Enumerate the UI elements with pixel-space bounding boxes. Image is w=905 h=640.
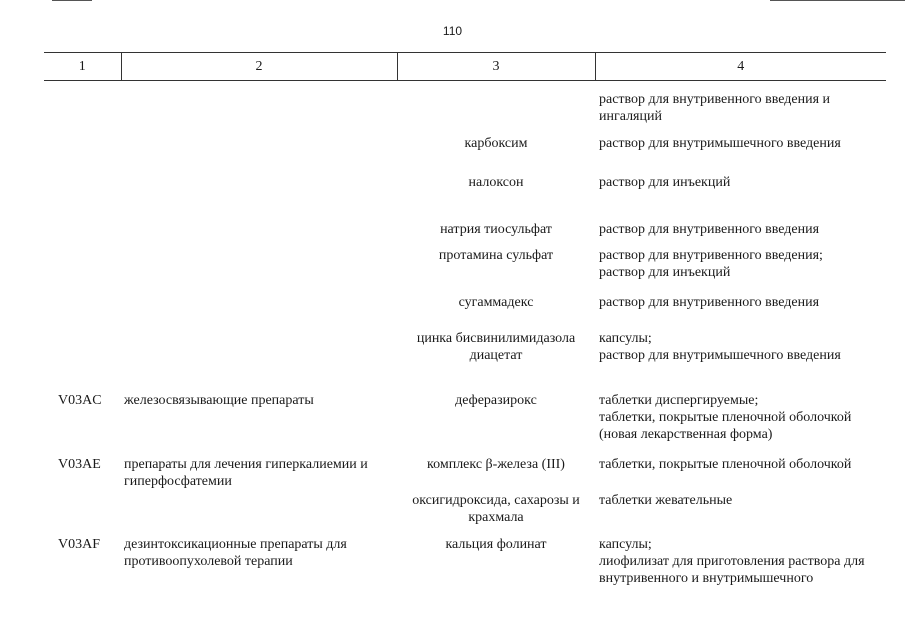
drug-group: дезинтоксикационные препараты для противоопухолевой терапии (124, 536, 347, 569)
table-row (44, 392, 886, 456)
atc-code: V03AE (58, 456, 101, 472)
dosage-form: лиофилизат для приготовления раствора для внутривенного и внутримышечного (599, 553, 865, 586)
atc-code (44, 174, 121, 221)
table-row (44, 135, 886, 174)
drug-name: налоксон (468, 174, 524, 190)
dosage-form: таблетки, покрытые пленочной оболочкой (новая лекарственная форма) (599, 409, 852, 442)
atc-code (44, 81, 121, 135)
page-number: 110 (442, 24, 463, 38)
drug-name (397, 81, 595, 135)
dosage-forms (595, 536, 886, 588)
drug-name: комплекс β-железа (III) (427, 456, 565, 472)
drug-group (121, 135, 397, 174)
drug-group (121, 492, 397, 536)
atc-code (44, 330, 121, 392)
atc-code (44, 294, 121, 330)
dosage-form: раствор для инъекций (599, 264, 731, 280)
table-header-row (44, 53, 886, 81)
atc-code: V03AF (58, 536, 101, 552)
table-row (44, 330, 886, 392)
drug-group (121, 330, 397, 392)
dosage-forms (595, 492, 886, 536)
dosage-forms (595, 247, 886, 294)
dosage-forms (595, 456, 886, 492)
column-header: 4 (595, 53, 886, 81)
drug-group: препараты для лечения гиперкалиемии и гиперфосфатемии (124, 456, 368, 489)
drug-group (121, 81, 397, 135)
drug-group (121, 221, 397, 247)
medications-table (44, 52, 886, 588)
drug-name: сугаммадекс (458, 294, 534, 310)
dosage-form: таблетки диспергируемые; (599, 392, 759, 408)
atc-code (44, 135, 121, 174)
atc-code: V03AC (58, 392, 102, 408)
table-row (44, 536, 886, 588)
drug-name: натрия тиосульфат (440, 221, 552, 237)
column-header: 3 (397, 53, 595, 81)
dosage-form: раствор для внутривенного введения (599, 221, 820, 237)
drug-name: деферазирокс (455, 392, 537, 408)
atc-code (44, 247, 121, 294)
table-row (44, 294, 886, 330)
table-row (44, 456, 886, 492)
table-row (44, 221, 886, 247)
drug-name: протамина сульфат (438, 247, 554, 263)
dosage-form: раствор для внутривенного введения (599, 294, 820, 310)
dosage-forms (595, 330, 886, 392)
drug-group (121, 294, 397, 330)
dosage-forms (595, 135, 886, 174)
dosage-forms (595, 294, 886, 330)
drug-name: карбоксим (464, 135, 528, 151)
dosage-forms (595, 174, 886, 221)
drug-group (121, 174, 397, 221)
dosage-forms (595, 81, 886, 135)
dosage-forms (595, 221, 886, 247)
table-row (44, 492, 886, 536)
dosage-form: капсулы; (599, 330, 652, 346)
drug-group: железосвязывающие препараты (124, 392, 314, 408)
drug-group (121, 247, 397, 294)
atc-code (44, 492, 121, 536)
table-row (44, 247, 886, 294)
scan-artifact-line (770, 0, 905, 1)
drug-name: оксигидроксида, сахарозы и крахмала (412, 492, 580, 525)
dosage-form: таблетки жевательные (599, 492, 733, 508)
dosage-form: раствор для внутримышечного введения (599, 135, 841, 151)
column-header: 2 (121, 53, 397, 81)
atc-code (44, 221, 121, 247)
dosage-form: раствор для внутривенного введения; (599, 247, 823, 263)
drug-name: цинка бисвинилимидазола диацетат (416, 330, 576, 363)
table-row (44, 81, 886, 135)
dosage-forms (595, 392, 886, 456)
dosage-form: раствор для инъекций (599, 174, 731, 190)
dosage-form: капсулы; (599, 536, 652, 552)
drug-name: кальция фолинат (445, 536, 547, 552)
dosage-form: раствор для внутривенного введения и ингаляций (599, 92, 831, 124)
scan-artifact-line (52, 0, 92, 1)
column-header: 1 (44, 53, 121, 81)
table-row (44, 174, 886, 221)
dosage-form: раствор для внутримышечного введения (599, 347, 841, 363)
dosage-form: таблетки, покрытые пленочной оболочкой (599, 456, 852, 472)
